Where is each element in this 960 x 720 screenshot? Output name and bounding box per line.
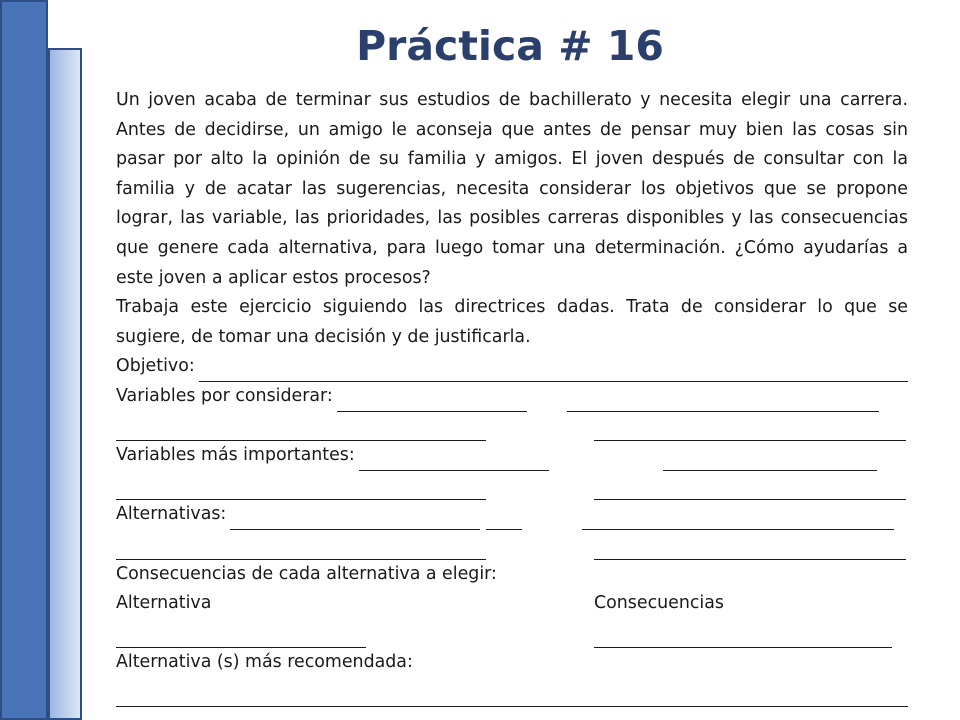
alternativas-blank-1[interactable] bbox=[230, 507, 480, 530]
importantes-row bbox=[116, 441, 908, 471]
variables-blank-3[interactable] bbox=[116, 418, 486, 441]
variables-row bbox=[116, 382, 908, 412]
importantes-blank-2[interactable] bbox=[663, 448, 877, 471]
alternativas-blank-3[interactable] bbox=[582, 507, 894, 530]
objetivo-blank[interactable] bbox=[199, 359, 908, 382]
variables-label: Variables por considerar: bbox=[116, 385, 333, 406]
consecuencias-blank[interactable] bbox=[594, 625, 892, 648]
alternativa-column-label: Alternativa bbox=[116, 593, 212, 614]
alternativas-blank-4[interactable] bbox=[116, 537, 486, 560]
importantes-label: Variables más importantes: bbox=[116, 445, 355, 466]
instructions: Trabaja este ejercicio siguiendo las directrices dadas. Trata de considerar lo que se sugiere, de tomar una decisión y de justificarla. bbox=[116, 297, 908, 347]
columns-header-row bbox=[116, 589, 908, 619]
variables-continuation-row bbox=[116, 412, 908, 442]
variables-blank-4[interactable] bbox=[594, 418, 906, 441]
alternativas-row bbox=[116, 500, 908, 530]
decorative-bar-back bbox=[0, 0, 48, 720]
consecuencias-intro: Consecuencias de cada alternativa a elegir: bbox=[116, 563, 497, 584]
alternativa-blank[interactable] bbox=[116, 625, 366, 648]
problem-statement: Un joven acaba de terminar sus estudios de bachillerato y necesita elegir una carrera. Antes de decidirse, un amigo le aconseja que antes de pensar muy bien las cosas sin pasar por alto la opinión de su familia y amigos. El joven después de consultar con la familia y de acatar las sugerencias, necesita considerar los objetivos que se propone lograr, las variable, las prioridades, las posibles carreras disponibles y las consecuencias que genere cada alternativa, para luego tomar una determinación. ¿Cómo ayudarías a este joven a aplicar estos procesos? bbox=[116, 90, 908, 288]
importantes-blank-1[interactable] bbox=[359, 448, 549, 471]
decorative-bar-front bbox=[48, 48, 82, 720]
recomendada-blank-row bbox=[116, 678, 908, 708]
page-title: Práctica # 16 bbox=[356, 22, 664, 70]
columns-blank-row bbox=[116, 619, 908, 649]
variables-blank-1[interactable] bbox=[337, 389, 527, 412]
consecuencias-intro-row bbox=[116, 560, 908, 590]
recomendada-row bbox=[116, 648, 908, 678]
recomendada-blank[interactable] bbox=[116, 684, 908, 707]
exercise-content bbox=[116, 86, 908, 707]
alternativas-blank-5[interactable] bbox=[594, 537, 906, 560]
objetivo-label: Objetivo: bbox=[116, 356, 195, 377]
importantes-blank-3[interactable] bbox=[116, 477, 486, 500]
recomendada-label: Alternativa (s) más recomendada: bbox=[116, 652, 413, 673]
importantes-continuation-row bbox=[116, 471, 908, 501]
variables-blank-2[interactable] bbox=[567, 389, 879, 412]
alternativas-continuation-row bbox=[116, 530, 908, 560]
alternativas-blank-2[interactable] bbox=[486, 507, 522, 530]
objetivo-row bbox=[116, 352, 908, 382]
alternativas-label: Alternativas: bbox=[116, 504, 227, 525]
consecuencias-column-label: Consecuencias bbox=[594, 593, 724, 614]
importantes-blank-4[interactable] bbox=[594, 477, 906, 500]
